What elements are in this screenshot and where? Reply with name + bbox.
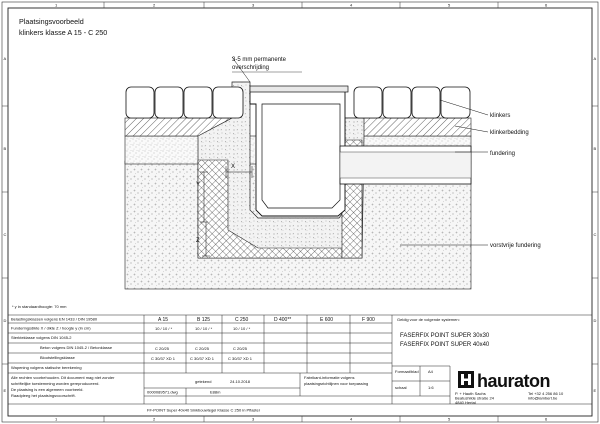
row4-label: Blootstellingsklasse [40, 355, 75, 360]
grid-label: 4 [350, 2, 353, 8]
row3-value: C 20/25 [155, 346, 170, 351]
left-note: Alle rechten voorbehouden. Dit document mag niet zonder [11, 375, 115, 380]
hauraton-wordmark: hauraton [477, 371, 551, 391]
class-d400: D 400** [274, 317, 292, 323]
class-c250: C 250 [235, 317, 249, 323]
paver [383, 87, 411, 118]
row1-value: 10 / 10 / * [155, 326, 173, 331]
scale-label: schaal [395, 385, 407, 390]
bottom-title: FF-POINT Super 40x40 Sinkbouwtegel Klasse C 250 in Pflaster [147, 407, 261, 413]
gap-annotation-line1: 3-5 mm permanente [232, 57, 287, 63]
grid-label: C [3, 232, 7, 237]
row3-value: C 20/25 [233, 346, 248, 351]
format-label: Formaat/blad [395, 369, 419, 374]
row4-value: C 30/37 XD 1 [190, 356, 215, 361]
grid-label: 2 [153, 416, 156, 422]
notice-line2: plaatsingsrichtlijnen voor toepassing [304, 381, 369, 386]
drain-inner [262, 104, 340, 208]
paver [213, 87, 243, 118]
cross-section [125, 57, 541, 289]
address-line3: 4840 Hertal [455, 400, 476, 405]
label-fundering: fundering [490, 151, 516, 157]
left-note: schriftelijke toestemming worden gereproduceerd. [11, 381, 100, 386]
system-40x40: FASERFIX POINT SUPER 40x40 [400, 342, 490, 348]
outlet-pipe-bore [340, 152, 471, 178]
grid-label: C [593, 232, 597, 237]
systems-heading: Geldig voor de volgende systemen: [397, 317, 460, 322]
grid-label: B [3, 146, 7, 151]
grid-label: D [3, 318, 7, 323]
paver [354, 87, 382, 118]
grid-label: 6 [545, 416, 548, 422]
drawn-label: getekend [195, 379, 212, 384]
grid-label: 2 [153, 2, 156, 8]
dimension-z: Z [196, 238, 200, 244]
paver [441, 87, 470, 118]
grid-label: 5 [448, 2, 451, 8]
pavers-right [354, 87, 470, 118]
grid-label: 3 [252, 2, 255, 8]
paver [155, 87, 183, 118]
grid-label: A [593, 56, 597, 61]
gap-annotation-line2: overschrijding [232, 65, 270, 71]
drawing-number: 0000089571.dwg [147, 389, 178, 395]
row1-value: 10 / 10 / * [195, 326, 213, 331]
address-line1: P. + Hauth Sachs [455, 391, 486, 396]
sheet-code: E88m [210, 389, 221, 395]
grid-label: 6 [545, 2, 548, 8]
dimension-y: Y [196, 182, 201, 188]
class-f900: F 900 [362, 317, 375, 323]
notice-line1: Fabrikant-informatie volgens [304, 375, 355, 380]
grid-label: E [593, 388, 597, 393]
drawing-title-line2: klinkers klasse A 15 - C 250 [19, 28, 108, 37]
label-vorstvrije-fundering: vorstvrije fundering [490, 243, 541, 249]
paver [184, 87, 212, 118]
row4-value: C 30/37 XD 1 [151, 356, 176, 361]
grid-label: D [593, 318, 597, 323]
row5-label: Wapening volgens statische berekening [11, 365, 82, 370]
grid-label: 1 [55, 2, 58, 8]
grid-label: 3 [252, 416, 255, 422]
left-note: De plaatsing is een algemeen voorbeeld. [11, 387, 84, 392]
grid-label: B [593, 146, 597, 151]
row3-value: C 20/25 [195, 346, 210, 351]
row4-value: C 30/37 XD 1 [228, 356, 253, 361]
address-line2: Beatushilde straße 24 [455, 395, 494, 401]
class-a15: A 15 [158, 317, 169, 323]
footnote: * y in standaardhoogte: 70 mm [12, 304, 67, 309]
row1-label: Funderingsdikte X / dikte Z / hoogte y (in cm) [11, 325, 91, 331]
paver [126, 87, 154, 118]
class-e600: E 600 [320, 317, 334, 323]
grid-label: 1 [55, 416, 58, 422]
drawing-title-line1: Plaatsingsvoorbeeld [19, 17, 84, 26]
dimension-x: X [231, 164, 236, 170]
label-klinkers: klinkers [490, 113, 511, 119]
grid-label: E [3, 388, 7, 393]
grid-label: A [3, 56, 7, 61]
format-value: A4 [428, 369, 433, 374]
table-header-label: Belastingsklassen volgens EN 1433 / DIN 19580 [11, 316, 98, 322]
hauraton-logo [458, 371, 550, 391]
grid-label: 5 [448, 416, 451, 422]
drain-grate [250, 86, 348, 92]
system-30x30: FASERFIX POINT SUPER 30x30 [400, 333, 490, 339]
class-b125: B 125 [197, 317, 211, 323]
pavers-left [126, 87, 243, 118]
row3-label: Beton volgens DIN 1045-2 / Betonklasse [40, 345, 113, 350]
contact-email: info@lambert.be [528, 395, 558, 401]
drawn-date: 24.10.2018 [230, 379, 251, 384]
label-klinkerbedding: klinkerbedding [490, 130, 529, 136]
contact-phone: Tel +32 4 256 86 10 [528, 391, 564, 396]
row2-label: Sterkteklasse volgens DIN 1045-2 [11, 335, 72, 340]
grid-label: 4 [350, 416, 353, 422]
scale-value: 1:6 [428, 385, 434, 390]
left-note: Raadpleeg het plaatsingsvoorschrift. [11, 393, 76, 398]
paver [412, 87, 440, 118]
row1-value: 10 / 10 / * [233, 326, 251, 331]
